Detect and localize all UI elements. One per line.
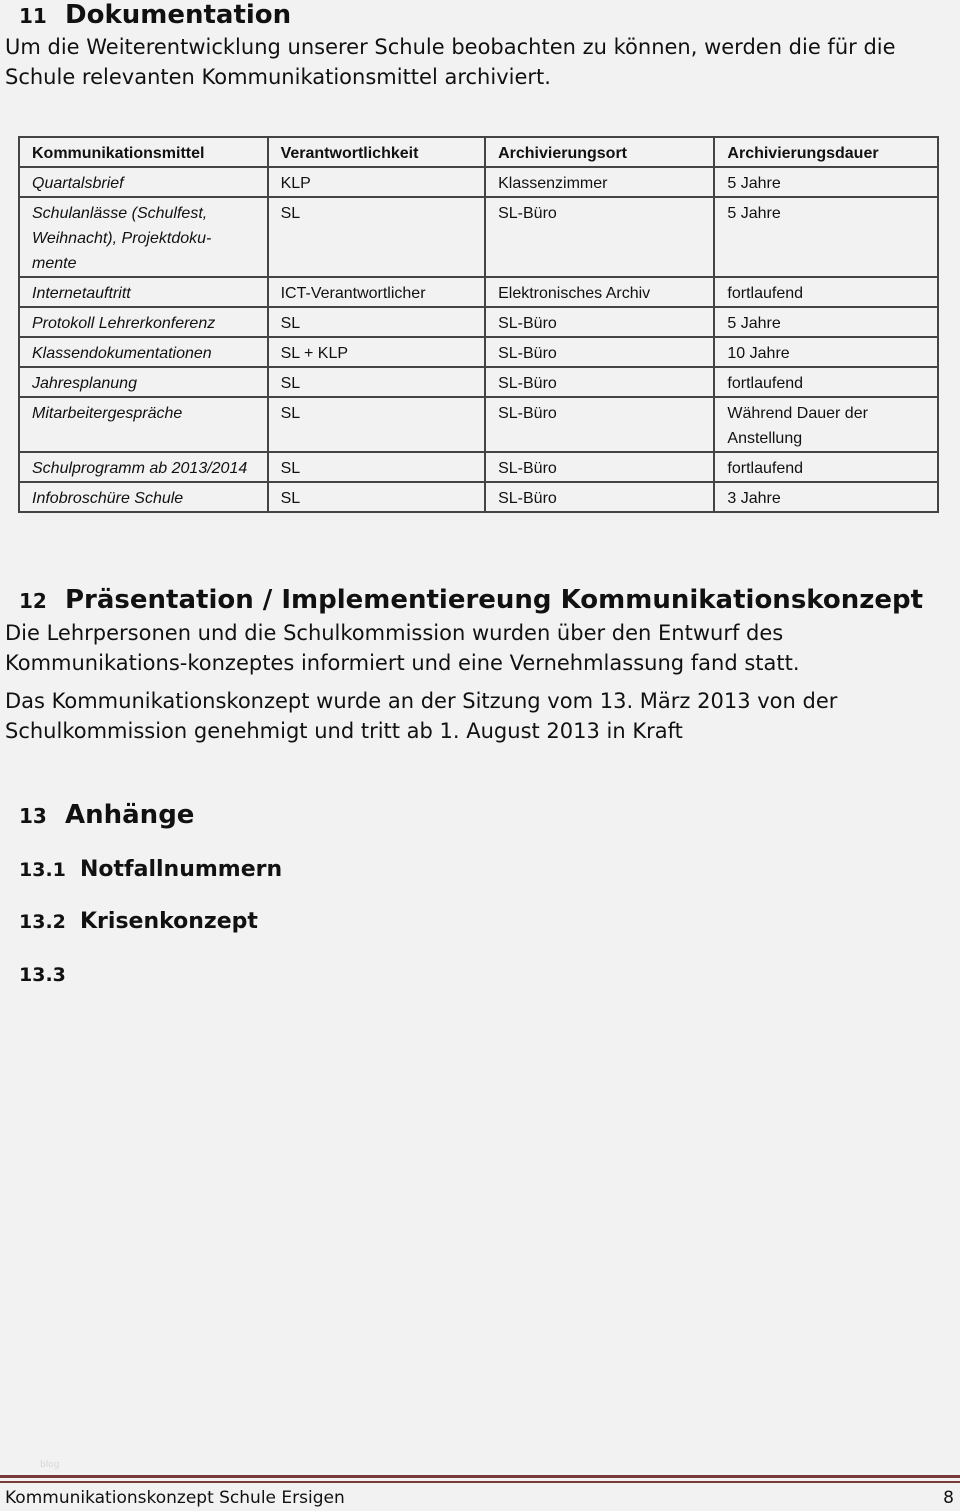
table-row [19,452,938,482]
table-cell: 5 Jahre [714,307,938,337]
table-cell: SL [268,397,486,452]
column-header: Verantwortlichkeit [268,137,486,167]
subsection-13-1-heading [19,856,282,884]
table-cell: SL-Büro [485,307,714,337]
table-cell: Quartalsbrief [19,167,268,197]
table-row [19,277,938,307]
section-12-heading [19,585,923,616]
table-cell: Schulprogramm ab 2013/2014 [19,452,268,482]
table-cell: SL [268,367,486,397]
table-row [19,197,938,277]
table-header-row [19,137,938,167]
table-cell: Internetauftritt [19,277,268,307]
table-cell: SL [268,307,486,337]
table-cell: KLP [268,167,486,197]
table-cell: Klassendokumentationen [19,337,268,367]
table-cell: 5 Jahre [714,167,938,197]
section-11-heading [19,0,291,31]
column-header: Archivierungsdauer [714,137,938,167]
table-cell: 10 Jahre [714,337,938,367]
table-cell: SL + KLP [268,337,486,367]
table-cell: SL-Büro [485,367,714,397]
column-header: Kommunikationsmittel [19,137,268,167]
table-cell: fortlaufend [714,452,938,482]
archive-table [18,136,939,513]
footer-rule [0,1481,960,1483]
footer-document-title: Kommunikationskonzept Schule Ersigen [5,1488,345,1508]
table-cell: SL-Büro [485,397,714,452]
section-title: Präsentation / Implementiereung Kommunikationskonzept [65,585,924,615]
table-cell: SL-Büro [485,337,714,367]
section-title: Dokumentation [65,0,292,30]
table-cell: SL-Büro [485,197,714,277]
table-row [19,482,938,512]
subsection-13-3-heading [19,961,80,989]
subsection-13-2-heading [19,908,258,936]
table-cell: SL [268,452,486,482]
table-cell: Schulanlässe (Schulfest, Weihnacht), Projektdoku-mente [19,197,268,277]
table-cell: fortlaufend [714,367,938,397]
table-row [19,367,938,397]
section-number: 12 [19,589,47,613]
table-cell: SL [268,197,486,277]
table-cell: fortlaufend [714,277,938,307]
table-cell: 3 Jahre [714,482,938,512]
table-row [19,397,938,452]
table-cell: Protokoll Lehrerkonferenz [19,307,268,337]
section-12-paragraph-2: Das Kommunikationskonzept wurde an der Sitzung vom 13. März 2013 von der Schulkommission genehmigt und tritt ab 1. August 2013 in Kraft [5,689,838,743]
subsection-title: Krisenkonzept [80,909,258,934]
table-cell: 5 Jahre [714,197,938,277]
table-cell: SL [268,482,486,512]
table-cell: Klassenzimmer [485,167,714,197]
section-number: 13 [19,804,47,828]
column-header: Archivierungsort [485,137,714,167]
table-cell: SL-Büro [485,482,714,512]
section-13-heading [19,800,194,831]
table-cell: ICT-Verantwortlicher [268,277,486,307]
subsection-number: 13.3 [19,964,66,986]
table-cell: SL-Büro [485,452,714,482]
table-row [19,167,938,197]
section-title: Anhänge [65,800,195,830]
table-row [19,337,938,367]
section-11-intro: Um die Weiterentwicklung unserer Schule beobachten zu können, werden die für die Schule relevanten Kommunikationsmittel archiviert. [5,35,896,89]
table-cell: Infobroschüre Schule [19,482,268,512]
footer-page-number: 8 [943,1488,954,1508]
table-cell: Elektronisches Archiv [485,277,714,307]
table-cell: Mitarbeitergespräche [19,397,268,452]
table-cell: Jahresplanung [19,367,268,397]
watermark: blog [40,1460,60,1470]
section-number: 11 [19,4,47,28]
footer-rule [0,1475,960,1478]
subsection-number: 13.2 [19,911,66,933]
subsection-number: 13.1 [19,859,66,881]
table-cell: Während Dauer der Anstellung [714,397,938,452]
table-row [19,307,938,337]
subsection-title: Notfallnummern [80,857,283,882]
section-12-paragraph-1: Die Lehrpersonen und die Schulkommission wurden über den Entwurf des Kommunikations-konzeptes informiert und eine Vernehmlassung fand statt. [5,621,800,675]
